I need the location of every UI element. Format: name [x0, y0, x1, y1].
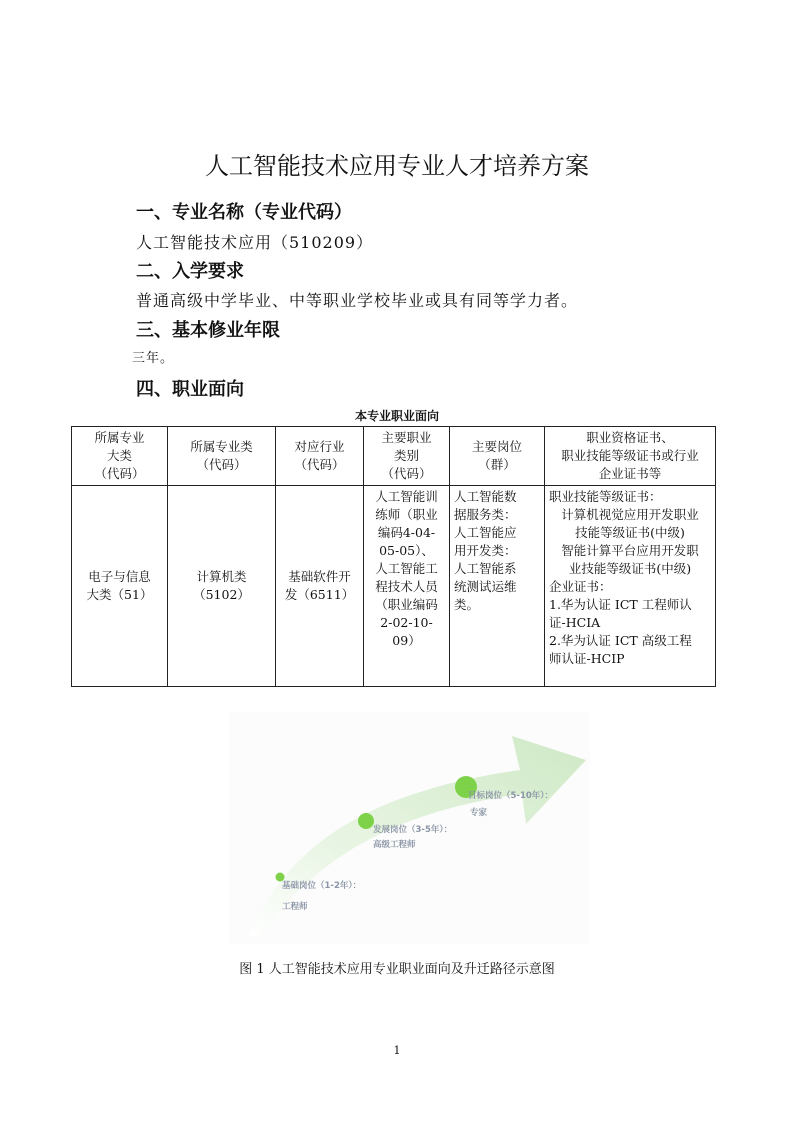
cell-major-class: 计算机类 （5102）	[168, 486, 276, 687]
page-number: 1	[393, 1044, 401, 1057]
section-heading-admission: 二、入学要求	[136, 261, 244, 282]
stage-role-basic: 工程师	[282, 902, 308, 912]
stage-dot-develop	[358, 813, 374, 829]
cell-major-category: 电子与信息 大类（51）	[72, 486, 168, 687]
section-body-duration: 三年。	[132, 351, 175, 366]
stage-label-target	[468, 789, 553, 818]
section-body-admission: 普通高级中学毕业、中等职业学校毕业或具有同等学力者。	[136, 291, 579, 310]
stage-title-basic: 基础岗位（1-2年）：	[282, 881, 362, 891]
header-occupation-category: 主要职业 类别 （代码）	[364, 427, 450, 486]
figure-caption: 图 1 人工智能技术应用专业职业面向及升迁路径示意图	[239, 962, 555, 977]
stage-title-target: 目标岗位（5-10年）：	[468, 791, 554, 801]
stage-role-target: 专家	[470, 808, 488, 818]
header-main-positions: 主要岗位 （群）	[450, 427, 545, 486]
cell-main-positions: 人工智能数 据服务类： 人工智能应 用开发类： 人工智能系 统测试运维 类。	[450, 486, 545, 687]
occupation-table	[71, 426, 716, 687]
header-industry: 对应行业 （代码）	[276, 427, 364, 486]
stage-label-develop	[373, 823, 452, 850]
section-body-major-name: 人工智能技术应用（510209）	[136, 233, 374, 252]
cell-industry: 基础软件开 发（6511）	[276, 486, 364, 687]
section-heading-major-name: 一、专业名称（专业代码）	[136, 202, 352, 223]
header-major-category: 所属专业 大类 （代码）	[72, 427, 168, 486]
header-certificates: 职业资格证书、 职业技能等级证书或行业 企业证书等	[545, 427, 716, 486]
stage-role-develop: 高级工程师	[373, 840, 416, 850]
cell-occupation-category: 人工智能训 练师（职业 编码4-04- 05-05）、 人工智能工 程技术人员 （职业编码 2-02-10- 09）	[364, 486, 450, 687]
table-header-row	[72, 427, 716, 486]
header-major-class: 所属专业类 （代码）	[168, 427, 276, 486]
document-title: 人工智能技术应用专业人才培养方案	[205, 152, 589, 180]
section-heading-occupation: 四、职业面向	[136, 379, 244, 400]
stage-label-basic	[282, 879, 361, 912]
stage-title-develop: 发展岗位（3-5年）：	[373, 825, 453, 835]
section-heading-duration: 三、基本修业年限	[136, 320, 280, 341]
cell-certificates: 职业技能等级证书： 计算机视觉应用开发职业 技能等级证书(中级) 智能计算平台应用开发职 业技能等级证书(中级) 企业证书： 1.华为认证 ICT 工程师认 证-HCIA 2.华为认证 ICT 高级工程 师认证-HCIP	[545, 486, 716, 687]
table-caption: 本专业职业面向	[354, 409, 439, 423]
table-row	[72, 486, 716, 687]
